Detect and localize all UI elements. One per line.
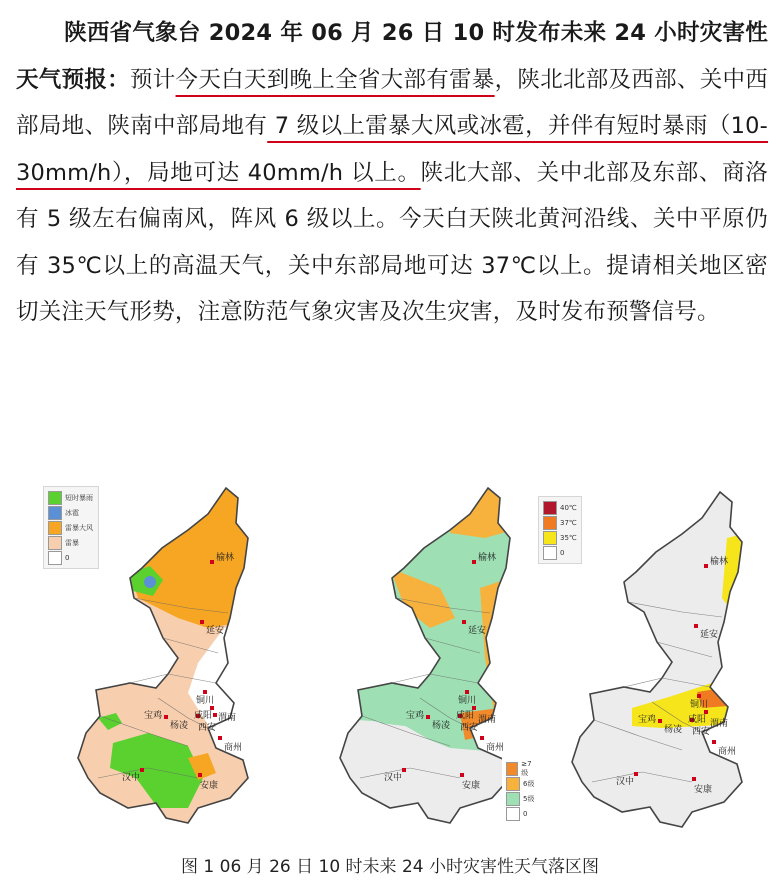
city-label: 商州 (224, 743, 243, 753)
city-label: 宝鸡 (144, 711, 163, 721)
city-label: 宝鸡 (406, 711, 425, 721)
legend-swatch (48, 536, 62, 550)
legend-label: 0 (65, 553, 70, 562)
city-label: 商州 (718, 747, 737, 757)
map3-legend (538, 496, 582, 564)
legend-label: 5级 (523, 794, 535, 803)
legend-label: 6级 (523, 779, 535, 788)
city-label: 铜川 (458, 696, 477, 706)
city-label: 杨凌 (170, 721, 189, 731)
legend-label: 0 (523, 809, 528, 818)
city-label: 安康 (694, 785, 713, 795)
legend-label: 40℃ (560, 503, 577, 512)
city-label: 宝鸡 (638, 715, 657, 725)
legend-swatch (506, 807, 520, 821)
city-label: 渭南 (218, 713, 237, 723)
city-label: 延安 (700, 630, 719, 640)
legend-label: 冰雹 (65, 508, 79, 517)
city-label: 咸阳 (688, 715, 707, 725)
city-label: 汉中 (122, 773, 141, 783)
forecast-highlight-2: 7 级以上雷暴大风或冰雹，并伴有短时暴雨（10-30mm/h），局地可达 40mm/h 以上。 (16, 113, 769, 186)
forecast-text-1: 预计 (129, 66, 176, 93)
city-label: 汉中 (384, 773, 403, 783)
city-label: 咸阳 (456, 711, 475, 721)
city-label: 延安 (206, 626, 225, 636)
city-label: 西安 (460, 723, 479, 733)
legend-swatch (48, 491, 62, 505)
legend-swatch (506, 777, 520, 791)
city-label: 商州 (486, 743, 505, 753)
legend-swatch (543, 516, 557, 530)
map-wind (280, 478, 535, 842)
forecast-highlight-1: 今天白天到晚上全省大部有雷暴 (175, 66, 495, 93)
map2-svg (280, 478, 520, 838)
city-label: 杨凌 (664, 725, 683, 735)
city-label: 榆林 (478, 553, 497, 563)
map1-legend (43, 486, 99, 569)
city-label: 铜川 (196, 696, 215, 706)
legend-label: 短时暴雨 (65, 493, 93, 502)
city-label: 安康 (200, 781, 219, 791)
city-label: 西安 (692, 727, 711, 737)
city-label: 杨凌 (432, 721, 451, 731)
legend-swatch (48, 506, 62, 520)
forecast-paragraph (16, 10, 768, 336)
legend-swatch (543, 546, 557, 560)
legend-label: 雷暴 (65, 538, 79, 547)
map-high-temperature (522, 478, 768, 842)
legend-label: 0 (560, 548, 565, 557)
city-label: 榆林 (216, 553, 235, 563)
legend-swatch (543, 501, 557, 515)
city-label: 咸阳 (194, 711, 213, 721)
forecast-text-3: 陕北大部、关中北部及东部、商洛有 5 级左右偏南风，阵风 6 级以上。今天白天陕北黄河沿线、关中平原仍有 35℃以上的高温天气，关中东部局地可达 37℃以上。提请相关地区密切关注天气形势，注意防范气象灾害及次生灾害，及时发布预警信号。 (16, 159, 768, 325)
legend-swatch (506, 762, 518, 776)
forecast-lead: 陕西省气象台 2024 年 06 月 26 日 10 时发布未来 24 小时灾害性天气预报： (16, 20, 768, 93)
city-label: 西安 (198, 723, 217, 733)
legend-swatch (506, 792, 520, 806)
legend-swatch (543, 531, 557, 545)
legend-swatch (48, 551, 62, 565)
city-label: 汉中 (616, 777, 635, 787)
map-thunderstorm (38, 478, 278, 842)
legend-label: 35℃ (560, 533, 577, 542)
city-label: 安康 (462, 781, 481, 791)
figure-caption: 图 1 06 月 26 日 10 时未来 24 小时灾害性天气落区图 (181, 857, 599, 877)
city-label: 渭南 (710, 719, 729, 729)
city-label: 渭南 (478, 715, 497, 725)
legend-swatch (48, 521, 62, 535)
city-label: 铜川 (690, 700, 709, 710)
maps-row (38, 478, 768, 838)
legend-label: ≥7级 (521, 759, 532, 777)
legend-label: 雷暴大风 (65, 523, 93, 532)
city-label: 延安 (468, 626, 487, 636)
forecast-text-2: ，陕北北部及西部、关中西部局地、陕南中部局地有 (16, 66, 768, 139)
city-label: 榆林 (710, 557, 729, 567)
legend-label: 37℃ (560, 518, 577, 527)
